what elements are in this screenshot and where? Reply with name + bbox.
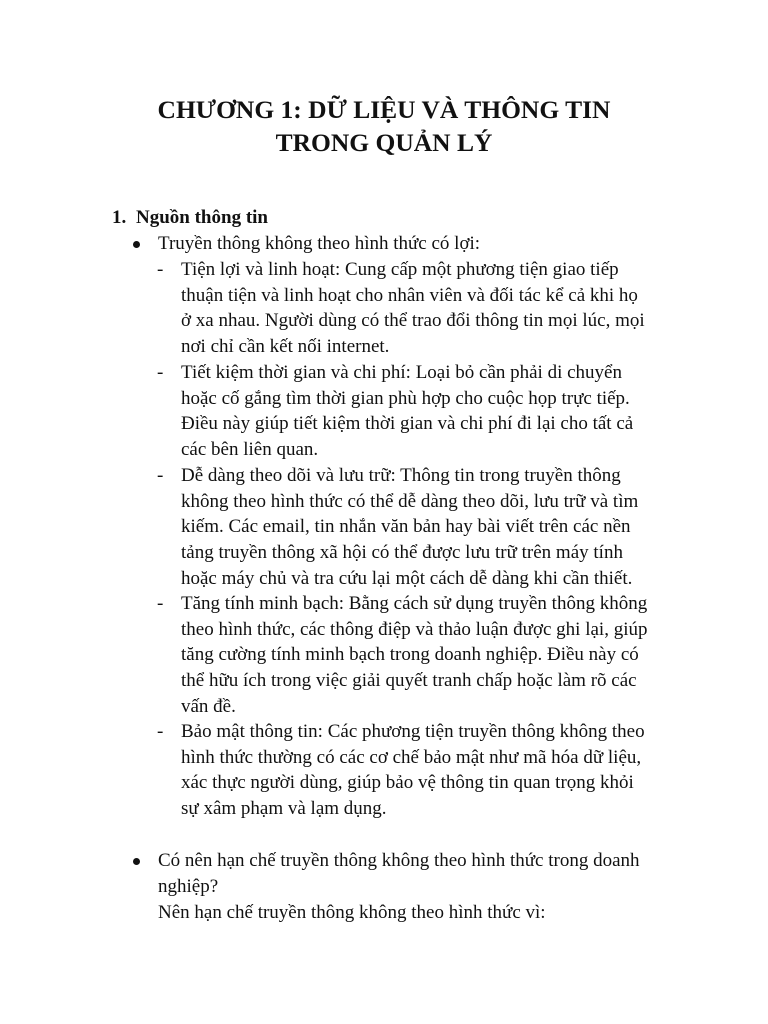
bullet-icon: [133, 858, 140, 865]
list-item: [157, 360, 701, 463]
bullet-text: nghiệp?: [158, 876, 219, 897]
section-heading: [112, 205, 268, 231]
list-item: [157, 463, 701, 592]
list-item-line: ở xa nhau. Người dùng có thể trao đổi thông tin mọi lúc, mọi: [181, 310, 645, 332]
list-item: [157, 257, 701, 360]
bullet-item: [158, 848, 718, 926]
bullet-text: Có nên hạn chế truyền thông không theo hình thức trong doanh: [158, 850, 640, 871]
bullet-text: Truyền thông không theo hình thức có lợi:: [158, 233, 481, 254]
list-item-line: Dễ dàng theo dõi và lưu trữ: Thông tin trong truyền thông: [181, 465, 621, 486]
bullet-icon: [133, 241, 140, 248]
list-item-line: các bên liên quan.: [181, 439, 319, 461]
list-item-line: vấn đề.: [181, 695, 236, 717]
page-title: [0, 93, 768, 159]
list-item: [157, 719, 701, 822]
dash-marker: -: [157, 465, 164, 486]
list-item-line: tảng truyền thông xã hội có thể được lưu trữ trên máy tính: [181, 542, 623, 564]
list-item-line: Tăng tính minh bạch: Bằng cách sử dụng truyền thông không: [181, 593, 648, 614]
bullet-item: [158, 231, 718, 257]
list-item-line: hoặc cố gắng tìm thời gian phù hợp cho cuộc họp trực tiếp.: [181, 387, 630, 409]
list-item: [157, 591, 701, 720]
list-item-line: theo hình thức, các thông điệp và thảo luận được ghi lại, giúp: [181, 618, 648, 640]
list-item-line: Bảo mật thông tin: Các phương tiện truyền thông không theo: [181, 721, 645, 742]
list-item-line: sự xâm phạm và lạm dụng.: [181, 798, 387, 820]
list-item-line: không theo hình thức có thể dễ dàng theo dõi, lưu trữ và tìm: [181, 490, 639, 512]
list-item-line: xác thực người dùng, giúp bảo vệ thông tin quan trọng khỏi: [181, 772, 634, 794]
title-line-1: CHƯƠNG 1: DỮ LIỆU VÀ THÔNG TIN: [157, 95, 611, 124]
list-item-line: Tiện lợi và linh hoạt: Cung cấp một phương tiện giao tiếp: [181, 259, 619, 280]
title-line-2: TRONG QUẢN LÝ: [275, 128, 493, 157]
section-title: Nguồn thông tin: [136, 207, 268, 228]
dash-marker: -: [157, 593, 164, 614]
list-item-line: Điều này giúp tiết kiệm thời gian và chi phí đi lại cho tất cả: [181, 413, 634, 435]
list-item-line: thuận tiện và linh hoạt cho nhân viên và đối tác kể cả khi họ: [181, 284, 638, 306]
list-item-line: kiếm. Các email, tin nhắn văn bản hay bài viết trên các nền: [181, 516, 631, 538]
list-item-line: hình thức thường có các cơ chế bảo mật như mã hóa dữ liệu,: [181, 746, 642, 768]
list-item-line: Tiết kiệm thời gian và chi phí: Loại bỏ cần phải di chuyển: [181, 362, 622, 383]
dash-marker: -: [157, 259, 164, 280]
list-item-line: tăng cường tính minh bạch trong doanh nghiệp. Điều này có: [181, 644, 639, 666]
list-item-line: hoặc máy chủ và tra cứu lại một cách dễ dàng khi cần thiết.: [181, 567, 633, 589]
list-item-line: thể hữu ích trong việc giải quyết tranh chấp hoặc làm rõ các: [181, 670, 637, 692]
dash-marker: -: [157, 362, 164, 383]
section-number: 1.: [112, 207, 127, 228]
dash-marker: -: [157, 721, 164, 742]
list-item-line: nơi chỉ cần kết nối internet.: [181, 336, 390, 358]
bullet-text: Nên hạn chế truyền thông không theo hình thức vì:: [158, 902, 546, 923]
